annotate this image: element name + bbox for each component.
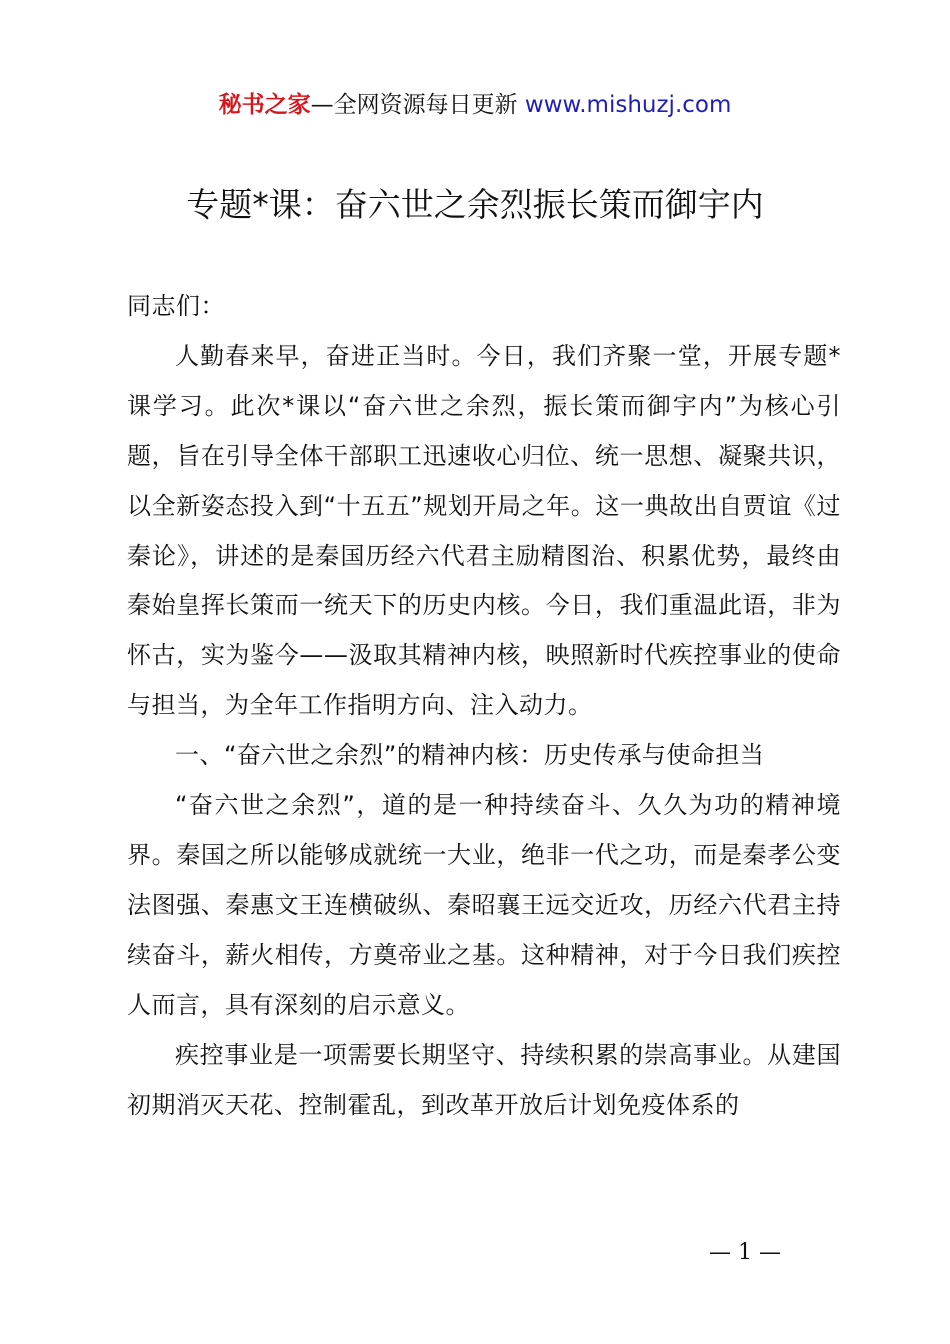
page-number: — 1 — [709, 1240, 781, 1265]
paragraph-intro: 人勤春来早，奋进正当时。今日，我们齐聚一堂，开展专题*课学习。此次*课以“奋六世之余烈，振长策而御宇内”为核心引题，旨在引导全体干部职工迅速收心归位、统一思想、凝聚共识，以全新姿态投入到“十五五”规划开局之年。这一典故出自贾谊《过秦论》，讲述的是秦国历经六代君主励精图治、积累优势，最终由秦始皇挥长策而一统天下的历史内核。今日，我们重温此语，非为怀古，实为鉴今——汲取其精神内核，映照新时代疾控事业的使命与担当，为全年工作指明方向、注入动力。 [127, 341, 841, 720]
paragraph-section-1: “奋六世之余烈”，道的是一种持续奋斗、久久为功的精神境界。秦国之所以能够成就统一大业，绝非一代之功，而是秦孝公变法图强、秦惠文王连横破纵、秦昭襄王远交近攻，历经六代君主持续奋斗，薪火相传，方奠帝业之基。这种精神，对于今日我们疾控人而言，具有深刻的启示意义。 [127, 791, 841, 1019]
section-heading-1: 一、“奋六世之余烈”的精神内核：历史传承与使命担当 [175, 741, 765, 770]
site-url-link[interactable]: www.mishuzj.com [524, 92, 732, 118]
paragraph-cdc: 疾控事业是一项需要长期坚守、持续积累的崇高事业。从建国初期消灭天花、控制霍乱，到改革开放后计划免疫体系的 [127, 1040, 841, 1119]
site-header [0, 86, 950, 124]
header-tagline: —全网资源每日更新 [310, 92, 518, 118]
document-body [127, 282, 841, 1130]
salutation: 同志们： [127, 292, 225, 320]
document-title: 专题*课：奋六世之余烈振长策而御宇内 [186, 185, 764, 224]
brand-name: 秘书之家 [218, 92, 311, 118]
